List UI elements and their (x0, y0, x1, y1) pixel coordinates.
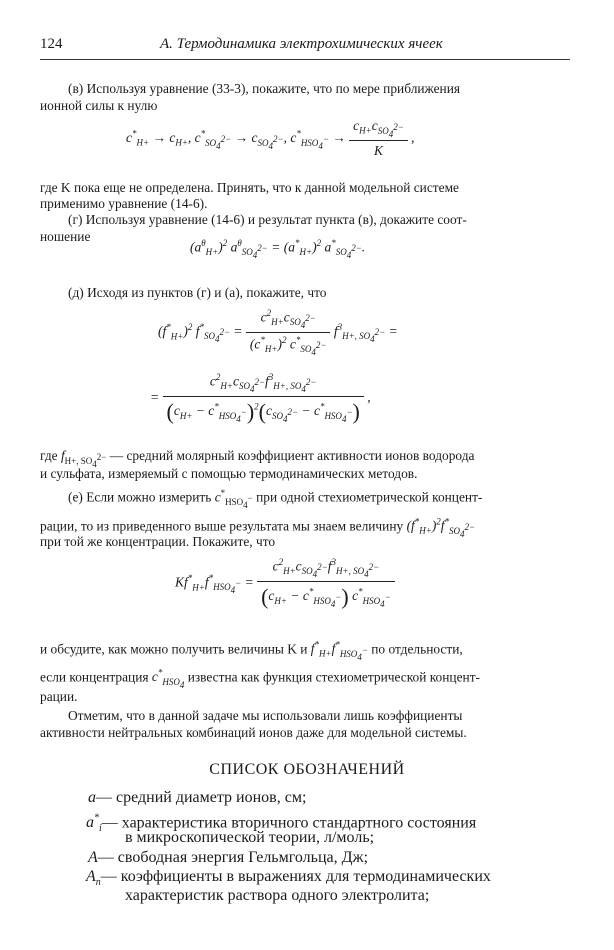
part-v-text-2: ионной силы к нулю (40, 98, 158, 113)
part-e-text-3: при той же концентрации. Покажите, что (40, 534, 276, 549)
section-title: СПИСОК ОБОЗНАЧЕНИЙ (209, 761, 405, 778)
part-v-text: (в) Используя уравнение (33-3), покажите, что по мере приближения (68, 81, 461, 96)
running-title: А. Термодинамика электрохимических ячеек (160, 36, 443, 52)
part-g-text: (г) Используя уравнение (14-6) и результат пункта (в), докажите соот- (68, 212, 467, 227)
equation-e: $Kf^*_{H+}f^*_{HSO_4^-}$ = $\frac{c^2_{H+}c_{SO_4^{2-}}f^3_{H+, SO_4^{2-}}}{(c_{H+} - c^*_{HSO_4^-}) c^*_{HSO_4^-}}$ (175, 557, 395, 610)
part-e-after-2: если концентрация $c^*_{HSO_4}$ известна как функция стехиометрической концент- (40, 668, 481, 690)
part-e-text-2: рации, то из приведенного выше результата мы знаем величину $(f^*_{H+})^2f^*_{SO_4^{2-}}$ (40, 517, 476, 539)
equation-limits: $c^*_{H+} \to c_{H+}$, $c^*_{SO_4^{2-}} \to c_{SO_4^{2-}}$, $c^*_{HSO_4^-}$ → $\frac{c_{H+}c_{SO_4^{2-}}}{K}$ , (126, 118, 415, 159)
part-v-after-2: применимо уравнение (14-6). (40, 196, 208, 211)
nom-item-ai: $a^*_i—$ характеристика вторичного стандартного состояния (86, 813, 477, 835)
part-d-text: (д) Исходя из пунктов (г) и (а), покажите, что (68, 285, 327, 300)
header-rule (40, 59, 570, 60)
part-v-after: где K пока еще не определена. Принять, что к данной модельной системе (40, 180, 459, 195)
equation-d-1: $(f^*_{H+})^2$ $f^*_{SO_4^{2-}}$ = $\frac{c^2_{H+}c_{SO_4^{2-}}}{(c^*_{H+})^2 c^*_{SO_4^{2-}}}$ $f^3_{H+, SO_4^{2-}}$ = (158, 308, 398, 357)
part-e-text: (е) Если можно измерить $c^*_{HSO_4^-}$ при одной стехиометрической концент- (68, 488, 483, 510)
part-e-after-3: рации. (40, 689, 78, 704)
part-d-where-2: и сульфата, измеряемый с помощью термодинамических методов. (40, 466, 418, 481)
nom-item-ai-cont: в микроскопической теории, л/моль; (125, 829, 375, 846)
remark: Отметим, что в данной задаче мы использовали лишь коэффициенты (68, 708, 463, 723)
nom-item-a: a— средний диаметр ионов, см; (88, 789, 307, 806)
part-d-where: где $f_{H+, SO_4^{2-}}$ — средний молярный коэффициент активности ионов водорода (40, 448, 475, 469)
part-g-text-2: ношение (40, 229, 91, 244)
part-e-after: и обсудите, как можно получить величины K и $f^*_{H+}f^*_{HSO_4^-}$ по отдельности, (40, 640, 463, 662)
nom-item-An-cont: характеристик раствора одного электролита; (125, 887, 430, 904)
remark-2: активности нейтральных комбинаций ионов даже для модельной системы. (40, 725, 467, 740)
equation-activity: $(a^\theta_{H+})^2$ $a^\theta_{SO_4^{2-}} = (a^*_{H+})^2$ $a^*_{SO_4^{2-}}$. (190, 238, 366, 260)
nom-item-An: $A_n—$ коэффициенты в выражениях для термодинамических (86, 868, 491, 889)
page-number: 124 (40, 36, 63, 52)
nom-item-A: A— свободная энергия Гельмгольца, Дж; (88, 849, 369, 866)
equation-d-2: = $\frac{c^2_{H+}c_{SO_4^{2-}}f^3_{H+, SO_4^{2-}}}{(c_{H+} - c^*_{HSO_4^-})^2(c_{SO_4^{2-}} - c^*_{HSO_4^-})}$ , (150, 372, 371, 424)
